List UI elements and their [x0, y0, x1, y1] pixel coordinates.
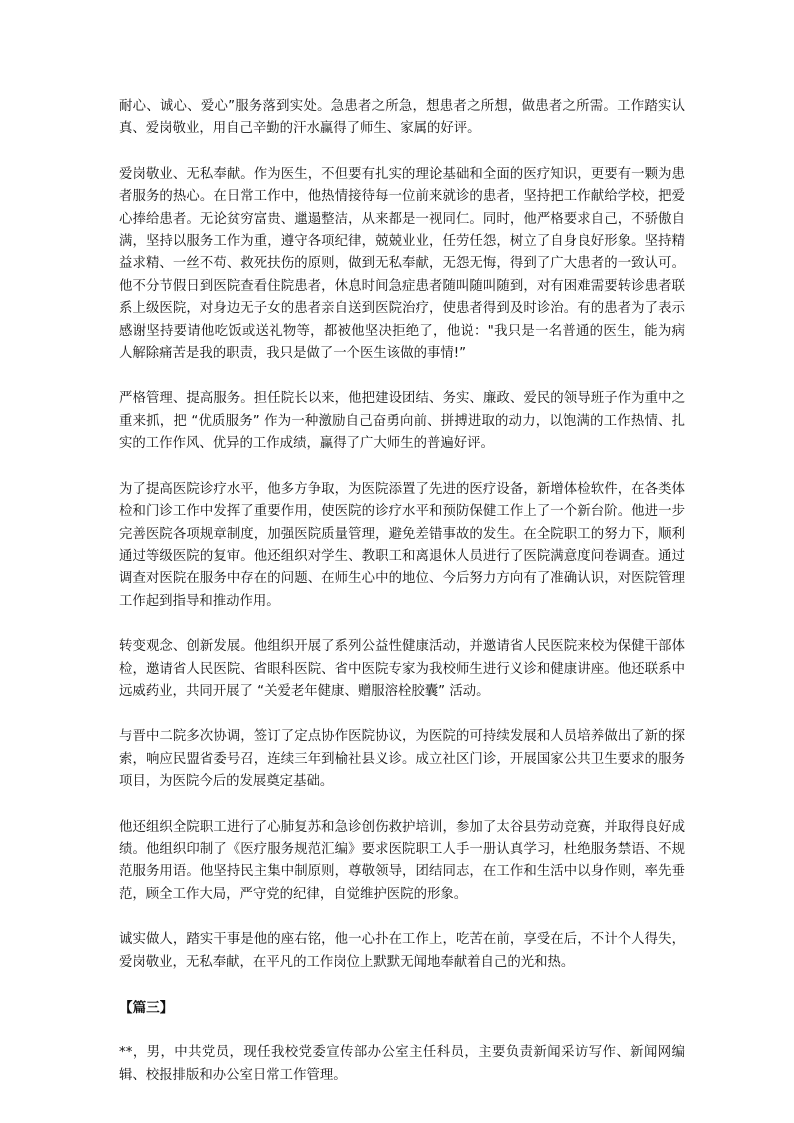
paragraph-management: 严格管理、提高服务。担任院长以来，他把建设团结、务实、廉政、爱民的领导班子作为重中之重来抓，把 “优质服务” 作为一种激励自己奋勇向前、拼搏进取的动力，以饱满的工作热情、扎实的工作作风、优异的工作成绩，赢得了广大师生的普遍好评。: [119, 391, 685, 452]
paragraph-dedication: 爱岗敬业、无私奉献。作为医生，不但要有扎实的理论基础和全面的医疗知识，更要有一颗为患者服务的热心。在日常工作中，他热情接待每一位前来就诊的患者，坚持把工作献给学校，把爱心捧给患者。无论贫穷富贵、邋遢整洁，从来都是一视同仁。同时，他严格要求自己，不骄傲自满，坚持以服务工作为重，遵守各项纪律，兢兢业业，任劳任怨，树立了自身良好形象。坚持精益求精、一丝不苟、救死扶伤的原则，做到无私奉献，无怨无悔，得到了广大患者的一致认可。他不分节假日到医院查看住院患者，休息时间急症患者随叫随叫随到，对有困难需要转诊患者联系上级医院，对身边无子女的患者亲自送到医院治疗，使患者得到及时诊治。有的患者为了表示感谢坚持要请他吃饭或送礼物等，都被他坚决拒绝了，他说："我只是一名普通的医生，能为病人解除痛苦是我的职责，我只是做了一个医生该做的事情!”: [119, 166, 685, 362]
paragraph-motto: 诚实做人，踏实干事是他的座右铭，他一心扑在工作上，吃苦在前，享受在后，不计个人得失，爱岗敬业，无私奉献，在平凡的工作岗位上默默无闻地奉献着自己的光和热。: [119, 932, 685, 970]
paragraph-diagnosis-level: 为了提高医院诊疗水平，他多方争取，为医院添置了先进的医疗设备，新增体检软件，在各类体检和门诊工作中发挥了重要作用，使医院的诊疗水平和预防保健工作上了一个新台阶。他进一步完善医院各项规章制度，加强医院质量管理，避免差错事故的发生。在全院职工的努力下，顺利通过等级医院的复审。他还组织对学生、教职工和离退休人员进行了医院满意度问卷调查。通过调查对医院在服务中存在的问题、在师生心中的地位、今后努力方向有了准确认识，对医院管理工作起到指导和推动作用。: [119, 481, 685, 609]
document-page: [119, 96, 685, 1110]
paragraph-service: 耐心、诚心、爱心”服务落到实处。急患者之所急，想患者之所想，做患者之所需。工作踏实认真、爱岗敬业，用自己辛勤的汗水赢得了师生、家属的好评。: [119, 99, 685, 137]
paragraph-profile: **，男，中共党员，现任我校党委宣传部办公室主任科员，主要负责新闻采访写作、新闻网编辑、校报排版和办公室日常工作管理。: [119, 1045, 685, 1083]
paragraph-innovation: 转变观念、创新发展。他组织开展了系列公益性健康活动，并邀请省人民医院来校为保健干部体检，邀请省人民医院、省眼科医院、省中医院专家为我校师生进行义诊和健康讲座。他还联系中远威药业，共同开展了 “关爱老年健康、赠服溶栓胶囊” 活动。: [119, 639, 685, 699]
paragraph-training: 他还组织全院职工进行了心肺复苏和急诊创伤救护培训，参加了太谷县劳动竞赛，并取得良好成绩。他组织印制了《医疗服务规范汇编》要求医院职工人手一册认真学习，杜绝服务禁语、不规范服务用语。他坚持民主集中制原则，尊敬领导，团结同志，在工作和生活中以身作则，率先垂范，顾全工作大局，严守党的纪律，自觉维护医院的形象。: [119, 819, 685, 902]
section-heading: 【篇三】: [119, 1000, 174, 1016]
paragraph-cooperation: 与晋中二院多次协调，签订了定点协作医院协议，为医院的可持续发展和人员培养做出了新的探索，响应民盟省委号召，连续三年到榆社县义诊。成立社区门诊，开展国家公共卫生要求的服务项目，为医院今后的发展奠定基础。: [119, 729, 685, 790]
